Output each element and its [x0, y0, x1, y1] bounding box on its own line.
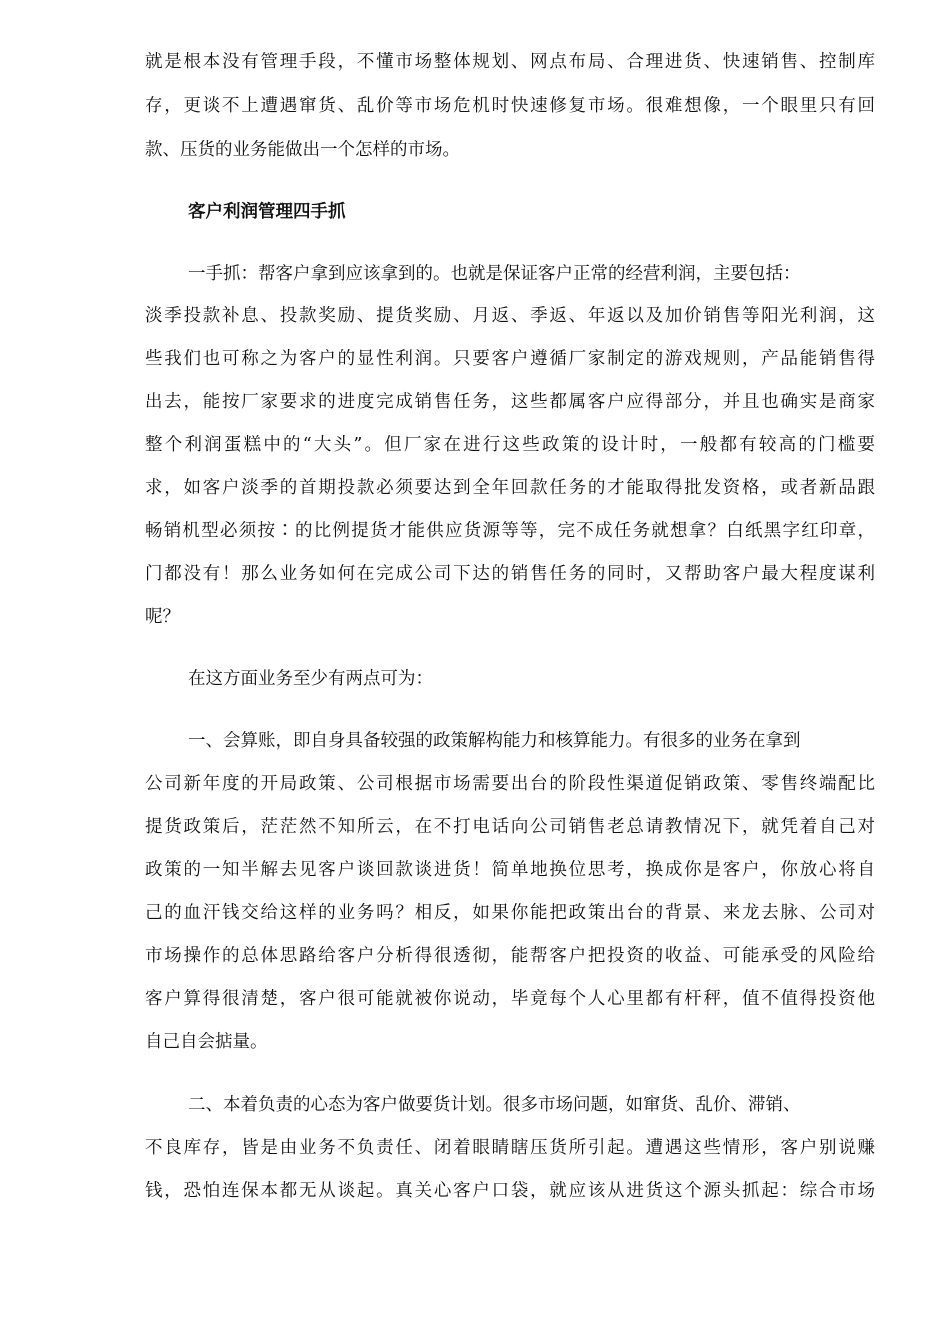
- point-one-line-5: 己的血汗钱交给这样的业务吗？相反，如果你能把政策出台的背景、来龙去脉、公司对: [145, 903, 875, 923]
- point-one-line-1: 一、会算账，即自身具备较强的政策解构能力和核算能力。有很多的业务在拿到: [188, 731, 801, 751]
- point-one-line-6: 市场操作的总体思路给客户分析得很透彻，能帮客户把投资的收益、可能承受的风险给: [145, 946, 875, 966]
- point-two-line-1: 二、本着负责的心态为客户做要货计划。很多市场问题，如窜货、乱价、滞销、: [188, 1095, 801, 1115]
- point-two-line-3: 钱，恐怕连保本都无从谈起。真关心客户口袋，就应该从进货这个源头抓起：综合市场: [145, 1181, 875, 1201]
- point-one-line-3: 提货政策后，茫茫然不知所云，在不打电话向公司销售老总请教情况下，就凭着自己对: [145, 817, 875, 837]
- intro-line-1: 就是根本没有管理手段，不懂市场整体规划、网点布局、合理进货、快速销售、控制库: [145, 52, 875, 72]
- point-two-line-2: 不良库存，皆是由业务不负责任、闭着眼睛瞎压货所引起。遭遇这些情形，客户别说赚: [145, 1138, 875, 1158]
- first-grip-line-5: 整个利润蛋糕中的“大头”。但厂家在进行这些政策的设计时，一般都有较高的门槛要: [145, 435, 875, 455]
- intro-line-3: 款、压货的业务能做出一个怎样的市场。: [145, 140, 460, 160]
- first-grip-line-4: 出去，能按厂家要求的进度完成销售任务，这些都属客户应得部分，并且也确实是商家: [145, 392, 875, 412]
- first-grip-line-9: 呢？: [145, 607, 180, 627]
- first-grip-line-8: 门都没有！那么业务如何在完成公司下达的销售任务的同时，又帮助客户最大程度谋利: [145, 564, 875, 584]
- first-grip-line-1: 一手抓：帮客户拿到应该拿到的。也就是保证客户正常的经营利润，主要包括：: [188, 264, 801, 284]
- intro-line-2: 存，更谈不上遭遇窜货、乱价等市场危机时快速修复市场。很难想像，一个眼里只有回: [145, 96, 875, 116]
- point-one-line-2: 公司新年度的开局政策、公司根据市场需要出台的阶段性渠道促销政策、零售终端配比: [145, 774, 875, 794]
- first-grip-line-3: 些我们也可称之为客户的显性利润。只要客户遵循厂家制定的游戏规则，产品能销售得: [145, 349, 875, 369]
- point-one-line-8: 自己自会掂量。: [145, 1032, 268, 1052]
- two-points-line-1: 在这方面业务至少有两点可为：: [188, 669, 433, 689]
- first-grip-line-6: 求，如客户淡季的首期投款必须要达到全年回款任务的才能取得批发资格，或者新品跟: [145, 478, 875, 498]
- section-heading: 客户利润管理四手抓: [188, 202, 346, 222]
- first-grip-line-2: 淡季投款补息、投款奖励、提货奖励、月返、季返、年返以及加价销售等阳光利润，这: [145, 306, 875, 326]
- point-one-line-4: 政策的一知半解去见客户谈回款谈进货！简单地换位思考，换成你是客户，你放心将自: [145, 860, 875, 880]
- first-grip-line-7: 畅销机型必须按∶的比例提货才能供应货源等等，完不成任务就想拿？白纸黑字红印章，: [145, 521, 875, 541]
- point-one-line-7: 客户算得很清楚，客户很可能就被你说动，毕竟每个人心里都有杆秤，值不值得投资他: [145, 989, 875, 1009]
